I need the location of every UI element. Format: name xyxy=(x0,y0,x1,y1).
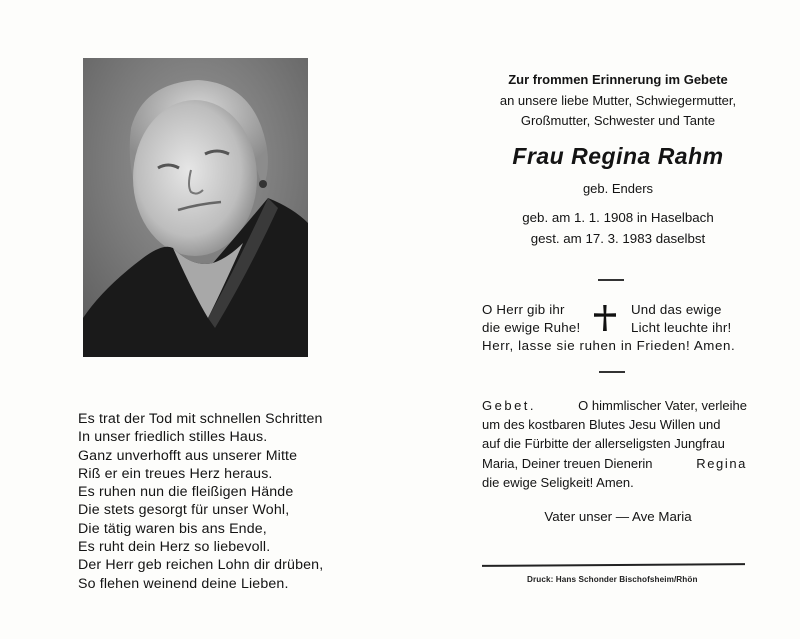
gebet-line-5: die ewige Seligkeit! Amen. xyxy=(482,474,634,490)
poem-line: Der Herr geb reichen Lohn dir drüben, xyxy=(78,557,324,574)
prayer-left-line-2: die ewige Ruhe! xyxy=(482,320,581,335)
prayer-full-line: Herr, lasse sie ruhen in Frieden! Amen. xyxy=(482,338,736,353)
divider-rule xyxy=(482,563,745,566)
intro-line-2: Großmutter, Schwester und Tante xyxy=(520,113,716,128)
gebet-line-1: O himmlischer Vater, verleihe xyxy=(578,398,747,413)
gebet-line-2: um des kostbaren Blutes Jesu Willen und xyxy=(482,417,721,433)
portrait-photo xyxy=(83,58,308,357)
deceased-name: Frau Regina Rahm xyxy=(512,143,724,169)
death-date: gest. am 17. 3. 1983 daselbst xyxy=(530,231,706,246)
cross-icon xyxy=(593,304,617,332)
divider-dash xyxy=(599,371,625,373)
intro-line-1: an unsere liebe Mutter, Schwiegermutter, xyxy=(499,93,737,108)
prayer-right-line-1: Und das ewige xyxy=(631,302,722,317)
divider-dash xyxy=(598,279,624,281)
poem-line: Ganz unverhofft aus unserer Mitte xyxy=(78,447,298,464)
prayer-left-line-1: O Herr gib ihr xyxy=(482,302,565,317)
maiden-name: geb. Enders xyxy=(582,181,654,196)
gebet-label: Gebet. xyxy=(482,398,537,413)
prayer-right-line-2: Licht leuchte ihr! xyxy=(631,320,732,335)
poem-line: Es ruht dein Herz so liebevoll. xyxy=(78,539,271,556)
gebet-line-4: Maria, Deiner treuen Dienerin xyxy=(482,455,653,471)
birth-date: geb. am 1. 1. 1908 in Haselbach xyxy=(522,210,714,225)
poem-line: In unser friedlich stilles Haus. xyxy=(78,429,268,446)
intro-title: Zur frommen Erinnerung im Gebete xyxy=(508,72,728,87)
poem xyxy=(78,410,378,593)
poem-line: Die tätig waren bis ans Ende, xyxy=(78,520,267,537)
gebet-prayer xyxy=(482,396,747,492)
poem-line: Es trat der Tod mit schnellen Schritten xyxy=(78,411,323,427)
poem-line: Es ruhen nun die fleißigen Hände xyxy=(78,484,294,501)
poem-line: Die stets gesorgt für unser Wohl, xyxy=(78,502,290,519)
gebet-line-4-name: Regina xyxy=(696,455,747,471)
poem-line: So flehen weinend deine Lieben. xyxy=(78,575,289,592)
poem-line: Riß er ein treues Herz heraus. xyxy=(78,465,273,482)
printer-credit: Druck: Hans Schonder Bischofsheim/Rhön xyxy=(527,574,698,584)
portrait-image xyxy=(83,58,308,357)
closing-prayer: Vater unser — Ave Maria xyxy=(544,509,692,524)
gebet-line-3: auf die Fürbitte der allerseligsten Jungfrau xyxy=(482,436,725,452)
